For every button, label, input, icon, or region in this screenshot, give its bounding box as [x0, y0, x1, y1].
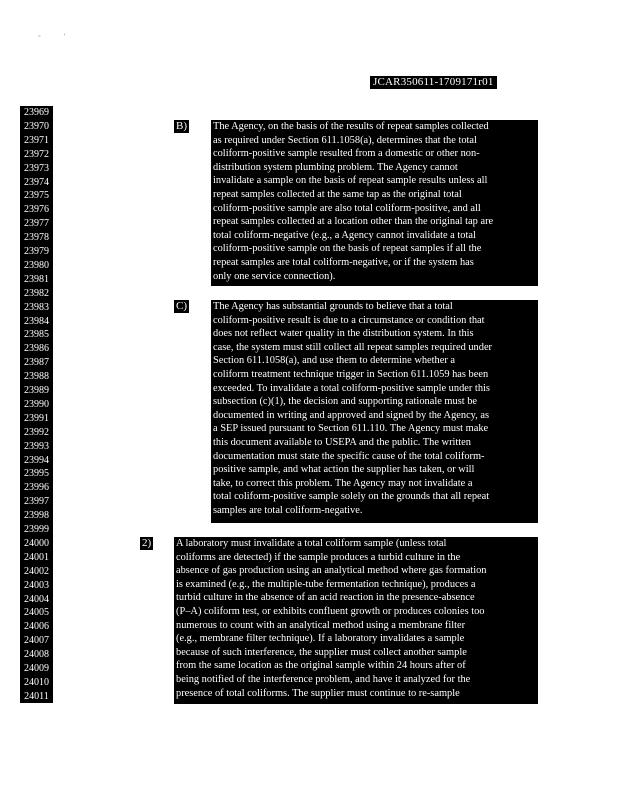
line-number: 23995 — [24, 468, 49, 480]
scan-speck-mark: ' — [64, 32, 66, 41]
text-line: documented in writing and approved and signed by the Agency, as — [213, 409, 490, 421]
line-number: 23990 — [24, 398, 49, 410]
text-line: total coliform-negative (e.g., a Agency cannot invalidate a total — [213, 229, 476, 241]
line-number: 23977 — [24, 218, 49, 230]
line-number: 23982 — [24, 287, 49, 299]
line-number: 23976 — [24, 204, 49, 216]
section-b-text — [211, 120, 538, 286]
line-number: 24008 — [24, 649, 49, 661]
line-number: 23978 — [24, 232, 49, 244]
text-line: coliform-positive sample resulted from a domestic or other non- — [213, 148, 480, 160]
line-number: 23986 — [24, 343, 49, 355]
text-line: case, the system must still collect all repeat samples required under — [213, 341, 493, 353]
text-line: take, to correct this problem. The Agency may not invalidate a — [213, 477, 473, 489]
line-number: 24005 — [24, 607, 49, 619]
line-number: 24002 — [24, 565, 49, 577]
text-line: invalidate a sample on the basis of repeat sample results unless all — [213, 175, 488, 187]
text-line: absence of gas production using an analytical method where gas formation — [176, 565, 487, 577]
line-number: 23984 — [24, 315, 49, 327]
text-line: does not reflect water quality in the distribution system. In this — [213, 328, 474, 340]
line-number: 23981 — [24, 273, 49, 285]
text-line: distribution system plumbing problem. The Agency cannot — [213, 161, 458, 173]
text-line: coliform-positive sample are also total coliform-positive, and all — [213, 202, 481, 214]
text-line: being notified of the interference problem, and have it analyzed for the — [176, 673, 471, 685]
line-number: 24007 — [24, 635, 49, 647]
text-line: coliform treatment technique trigger in Section 611.1059 has been — [213, 368, 489, 380]
text-line: Section 611.1058(a), and use them to determine whether a — [213, 355, 455, 367]
section-c-label: C) — [176, 300, 187, 312]
line-number: 23985 — [24, 329, 49, 341]
text-line: only one service connection). — [213, 270, 336, 282]
text-line: numerous to count with an analytical method using a membrane filter — [176, 619, 466, 631]
line-number: 23999 — [24, 524, 49, 535]
line-number: 23994 — [24, 454, 49, 466]
line-number: 23972 — [24, 148, 49, 160]
text-line: presence of total coliforms. The supplier must continue to re-sample — [176, 687, 460, 699]
line-number: 24000 — [24, 537, 49, 549]
line-number: 23970 — [24, 120, 49, 132]
line-number: 24004 — [24, 593, 49, 605]
line-number: 23983 — [24, 301, 49, 313]
text-line: coliform-positive sample on the basis of repeat samples if all the — [213, 243, 482, 255]
text-line: documentation must state the specific cause of the total coliform- — [213, 450, 485, 462]
line-number: 24003 — [24, 579, 49, 591]
text-line: (P–A) coliform test, or exhibits confluent growth or produces colonies too — [176, 605, 485, 617]
text-line: coliforms are detected) if the sample produces a turbid culture in the — [176, 551, 461, 563]
line-number: 23992 — [24, 426, 49, 438]
line-number: 23973 — [24, 162, 49, 174]
line-number: 23998 — [24, 510, 49, 522]
text-line: subsection (c)(1), the decision and supporting rationale must be — [213, 396, 478, 408]
text-line: repeat samples collected at a location other than the original tap are — [213, 216, 494, 228]
text-line: turbid culture in the absence of an acid reaction in the presence-absence — [176, 592, 475, 604]
text-line: as required under Section 611.1058(a), determines that the total — [213, 134, 477, 146]
line-number: 23974 — [24, 176, 49, 188]
line-number: 24006 — [24, 621, 49, 633]
text-line: samples are total coliform-negative. — [213, 504, 363, 516]
text-line: The Agency has substantial grounds to believe that a total — [213, 301, 453, 312]
section-b-label: B) — [176, 120, 187, 132]
text-line: this document available to USEPA and the public. The written — [213, 436, 471, 448]
text-line: repeat samples collected at the same tap as the original total — [213, 188, 462, 200]
line-number: 23997 — [24, 496, 49, 508]
text-line: from the same location as the original sample within 24 hours after of — [176, 660, 466, 672]
text-line: exceeded. To invalidate a total coliform-positive sample under this — [213, 382, 490, 394]
line-number: 23971 — [24, 134, 49, 146]
text-line: (e.g., membrane filter technique). If a laboratory invalidates a sample — [176, 633, 465, 645]
text-line: The Agency, on the basis of the results of repeat samples collected — [213, 121, 489, 132]
text-line: because of such interference, the supplier must collect another sample — [176, 646, 467, 658]
line-number: 23980 — [24, 259, 49, 271]
line-number: 23987 — [24, 357, 49, 369]
line-number: 23993 — [24, 440, 49, 452]
document-header-code: JCAR350611-1709171r01 — [370, 76, 497, 89]
text-line: positive sample, and what action the supplier has taken, or will — [213, 464, 475, 476]
section-2-text — [174, 537, 538, 704]
line-number: 23996 — [24, 482, 49, 494]
text-line: coliform-positive result is due to a circumstance or condition that — [213, 314, 485, 326]
scan-speck-mark: ˇ — [38, 34, 41, 43]
line-number: 23975 — [24, 190, 49, 202]
line-number: 24010 — [24, 676, 49, 688]
line-number: 23991 — [24, 412, 49, 424]
line-number: 24009 — [24, 663, 49, 674]
line-number: 23979 — [24, 246, 49, 257]
section-c-text — [211, 300, 538, 523]
text-line: is examined (e.g., the multiple-tube fermentation technique), produces a — [176, 578, 476, 590]
line-number: 23969 — [24, 107, 49, 118]
line-number: 23989 — [24, 385, 49, 396]
line-number: 24011 — [24, 690, 49, 702]
line-number: 23988 — [24, 371, 49, 383]
text-line: a SEP issued pursuant to Section 611.110. The Agency must make — [213, 423, 489, 435]
line-number: 24001 — [24, 551, 49, 563]
text-line: A laboratory must invalidate a total coliform sample (unless total — [176, 538, 447, 549]
text-line: total coliform-positive sample solely on the grounds that all repeat — [213, 491, 490, 503]
text-line: repeat samples are total coliform-negative, or if the system has — [213, 256, 474, 268]
section-2-label: 2) — [142, 537, 152, 549]
